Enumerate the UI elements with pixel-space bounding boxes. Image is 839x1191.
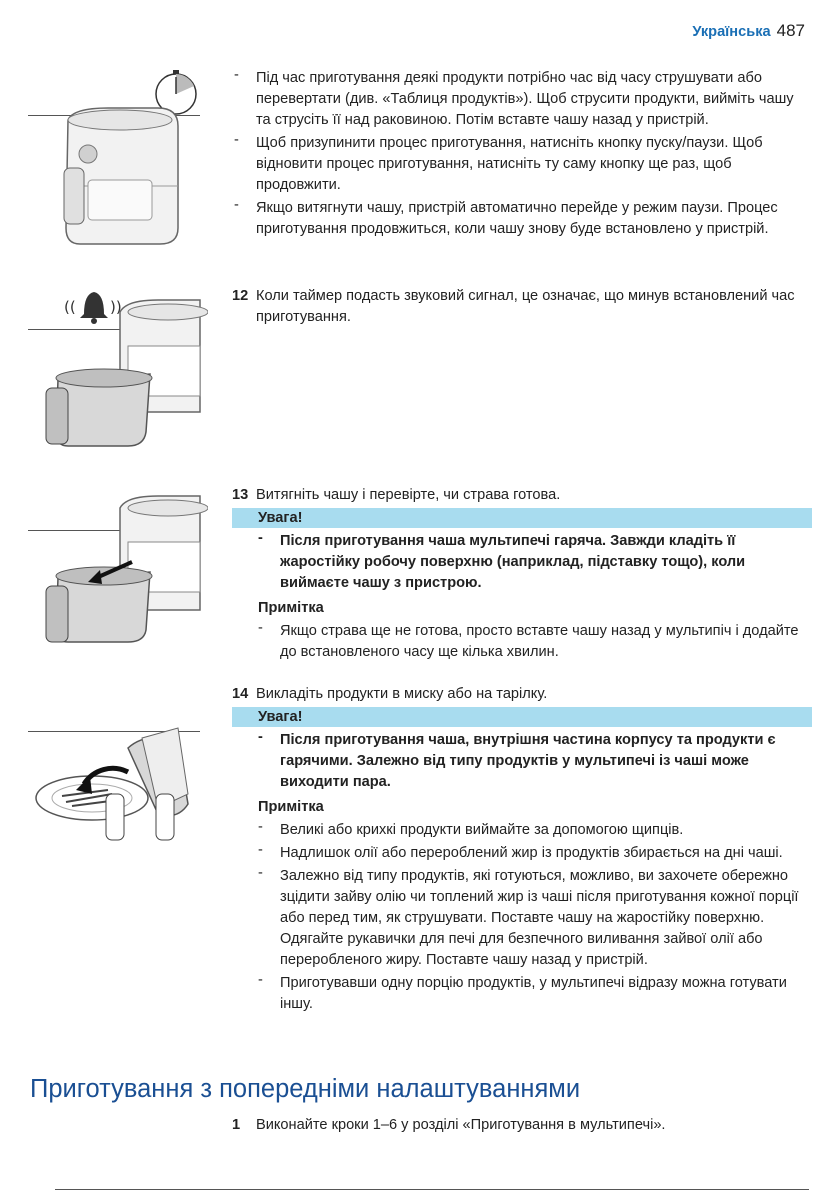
warning-text: Після приготування чаша мультипечі гаряча. Завжди кладіть її жаростійку робочу поверхню (наприклад, підставку тощо), коли виймаєте чашу з пристрою. bbox=[280, 533, 746, 591]
page-number: 487 bbox=[776, 21, 805, 40]
top-bullets bbox=[232, 68, 812, 240]
warning-text: Після приготування чаша, внутрішня частина корпусу та продукти є гарячими. Залежно від типу продуктів у мультипечі із чаші може виходити пара. bbox=[280, 732, 776, 790]
step-text: Виконайте кроки 1–6 у розділі «Приготування в мультипечі». bbox=[256, 1117, 666, 1133]
list-item bbox=[232, 133, 812, 196]
step-number: 13 bbox=[232, 487, 249, 503]
dash-glyph: - bbox=[258, 530, 263, 546]
warning-item bbox=[258, 531, 812, 594]
list-item bbox=[232, 68, 812, 131]
step-number: 12 bbox=[232, 288, 249, 304]
airfryer-timer-illustration bbox=[28, 68, 208, 258]
note-text: Надлишок олії або перероблений жир із продуктів збирається на дні чаші. bbox=[280, 845, 783, 861]
list-item bbox=[232, 198, 812, 240]
dash-glyph: - bbox=[258, 620, 263, 636]
warning-item bbox=[258, 730, 812, 793]
step-13 bbox=[232, 485, 812, 663]
dash-glyph: - bbox=[258, 819, 263, 835]
note-item bbox=[258, 621, 812, 663]
step-text: Витягніть чашу і перевірте, чи страва готова. bbox=[256, 487, 561, 503]
language-label: Українська bbox=[692, 24, 771, 40]
note-item bbox=[258, 843, 812, 864]
dash-glyph: - bbox=[234, 67, 239, 83]
note-text: Приготувавши одну порцію продуктів, у мультипечі відразу можна готувати іншу. bbox=[280, 975, 787, 1012]
bell-waves-left: (( bbox=[64, 298, 76, 316]
step-number: 14 bbox=[232, 686, 249, 702]
dash-glyph: - bbox=[234, 197, 239, 213]
dash-glyph: - bbox=[258, 842, 263, 858]
dash-glyph: - bbox=[258, 865, 263, 881]
warning-bar: Увага! bbox=[232, 508, 812, 528]
note-item bbox=[258, 973, 812, 1015]
bullet-text: Якщо витягнути чашу, пристрій автоматично перейде у режим паузи. Процес приготування продовжиться, коли чашу знову буде встановлено у пристрій. bbox=[256, 200, 778, 237]
note-text: Залежно від типу продуктів, які готуються, можливо, ви захочете обережно зцідити зайву олію чи топлений жир із чаші після приготування кожної порції або перед тим, як струшувати. Поставте чашу на жаростійку поверхню. Одягайте рукавички для печі для безпечного виливання зайвої олії або переробленого жиру. Поставте чашу назад у пристрій. bbox=[280, 868, 799, 968]
bullet-text: Під час приготування деякі продукти потрібно час від часу струшувати або перевертати (див. «Таблиця продуктів»). Щоб струсити продукти, вийміть чашу та струсіть її над раковиною. Потім вставте чашу назад у пристрій. bbox=[256, 70, 794, 128]
note-item bbox=[258, 866, 812, 971]
footer-rule bbox=[55, 1189, 809, 1190]
dash-glyph: - bbox=[258, 972, 263, 988]
dash-glyph: - bbox=[234, 132, 239, 148]
pour-onto-plate-illustration bbox=[28, 724, 208, 844]
airfryer-bell-illustration bbox=[28, 282, 208, 452]
step-12 bbox=[232, 286, 812, 328]
bell-icon bbox=[80, 292, 108, 318]
warning-bar: Увага! bbox=[232, 707, 812, 727]
note-heading: Примітка bbox=[258, 799, 324, 815]
step-14 bbox=[232, 684, 812, 1015]
airfryer-pull-basket-illustration bbox=[28, 490, 208, 660]
step-text: Коли таймер подасть звуковий сигнал, це означає, що минув встановлений час приготування. bbox=[256, 288, 795, 325]
note-text: Великі або крихкі продукти виймайте за допомогою щипців. bbox=[280, 822, 684, 838]
preset-step-1 bbox=[232, 1115, 812, 1136]
note-text: Якщо страва ще не готова, просто вставте чашу назад у мультипіч і додайте до встановленого часу ще кілька хвилин. bbox=[280, 623, 799, 660]
note-item bbox=[258, 820, 812, 841]
bell-waves-right: )) bbox=[110, 298, 122, 316]
page-header bbox=[692, 20, 805, 43]
bullet-text: Щоб призупинити процес приготування, натисніть кнопку пуску/паузи. Щоб відновити процес приготування, натисніть ту саму кнопку ще раз, щоб продовжити. bbox=[256, 135, 763, 193]
step-number: 1 bbox=[232, 1117, 241, 1133]
step-text: Викладіть продукти в миску або на тарілку. bbox=[256, 686, 548, 702]
dash-glyph: - bbox=[258, 729, 263, 745]
note-heading: Примітка bbox=[258, 600, 324, 616]
section-heading: Приготування з попередніми налаштуваннями bbox=[30, 1075, 581, 1103]
